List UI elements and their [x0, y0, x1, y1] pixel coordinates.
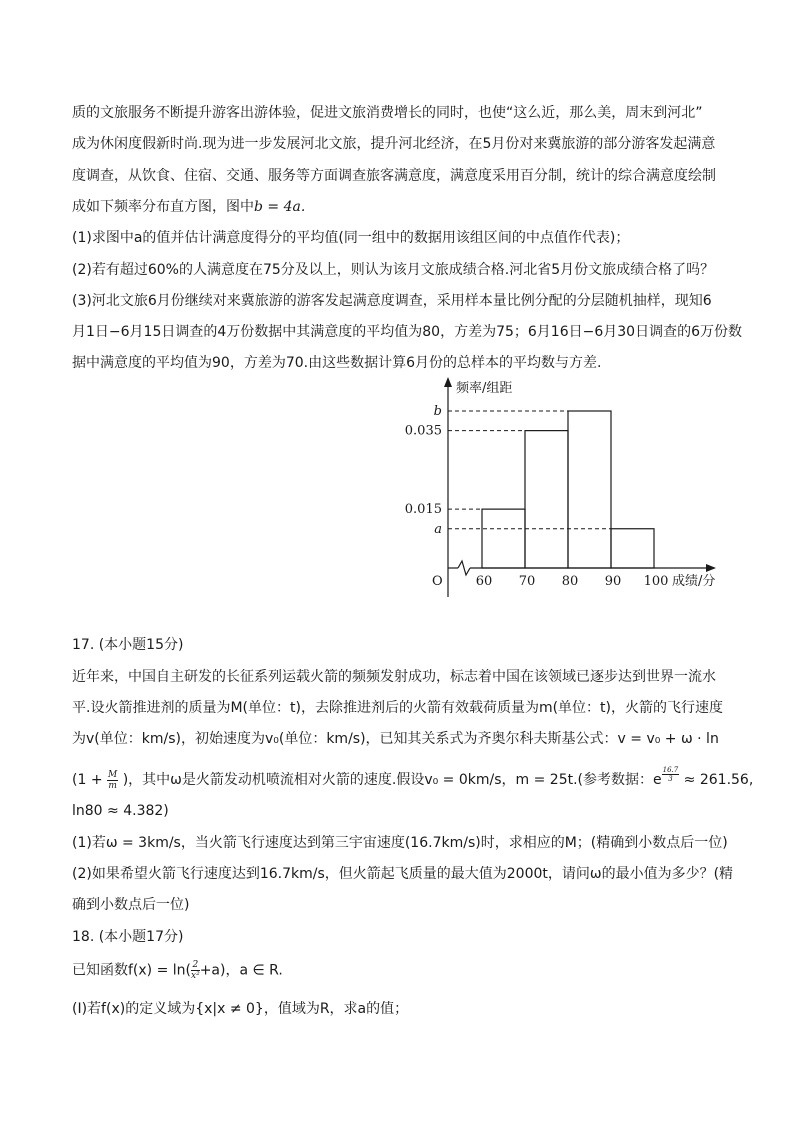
p17-question-2-line-1: (2)如果希望火箭飞行速度达到16.7km/s，但火箭起飞质量的最大值为2000t，请问ω的最小值为多少？(精	[72, 866, 734, 882]
p16-question-3-line-1: (3)河北文旅6月份继续对来冀旅游的游客发起满意度调查，采用样本量比例分配的分层随机抽样，现知6	[72, 293, 712, 309]
p17-header: 17. (本小题15分)	[72, 637, 184, 653]
fraction-numerator: 2	[192, 960, 199, 970]
p16-formula: b = 4a.	[254, 199, 306, 215]
x-axis-label: 成绩/分	[672, 574, 716, 589]
p17-line-5: ln80 ≈ 4.382)	[72, 803, 169, 819]
y-tick-label: b	[433, 404, 442, 419]
x-tick-label: 100	[643, 574, 669, 589]
histogram-bar	[482, 509, 525, 568]
histogram-bar	[525, 431, 568, 568]
y-axis-arrow	[444, 377, 452, 387]
p18-line-1	[72, 960, 732, 981]
p17-approx-value: ≈ 261.56,	[683, 772, 754, 788]
x-tick-label: 80	[561, 574, 579, 589]
p16-intro-line-3: 度调查，从饮食、住宿、交通、服务等方面调查旅客满意度，满意度采用百分制，统计的综合满意度绘制	[72, 168, 716, 184]
frequency-histogram	[404, 375, 730, 605]
p18-header: 18. (本小题17分)	[72, 929, 184, 945]
fraction-denominator: x²	[191, 971, 200, 981]
p17-formula-close: )，其中ω是火箭发动机喷流相对火箭的速度.假设v₀ = 0km/s，m = 25t.(参考数据：e	[122, 772, 662, 788]
p16-intro-text: 成如下频率分布直方图，图中	[72, 199, 254, 215]
y-tick-label: a	[434, 521, 442, 537]
p16-intro-line-2: 成为休闲度假新时尚.现为进一步发展河北文旅，提升河北经济，在5月份对来冀旅游的部分游客发起满意	[72, 136, 716, 152]
p16-question-2: (2)若有超过60%的人满意度在75分及以上，则认为该月文旅成绩合格.河北省5月份文旅成绩合格了吗？	[72, 262, 715, 278]
p16-intro-line-1: 质的文旅服务不断提升游客出游体验，促进文旅消费增长的同时，也使“这么近，那么美，周末到河北”	[72, 105, 703, 121]
p17-line-3: 为v(单位：km/s)，初始速度为v₀(单位：km/s)，已知其关系式为齐奥尔科夫斯基公式：v = v₀ + ω · ln	[72, 731, 719, 747]
p17-question-1: (1)若ω = 3km/s，当火箭飞行速度达到第三宇宙速度(16.7km/s)时，求相应的M；(精确到小数点后一位)	[72, 835, 728, 851]
y-axis-label: 频率/组距	[456, 381, 513, 396]
p18-question-1: (Ⅰ)若f(x)的定义域为{x|x ≠ 0}，值域为R，求a的值；	[72, 1001, 409, 1017]
exponent-numerator: 16.7	[662, 765, 679, 774]
p17-formula-open: (1 +	[72, 772, 103, 788]
p16-intro-line-4	[72, 197, 732, 217]
histogram-bar	[611, 529, 654, 568]
fraction-denominator: m	[108, 780, 117, 791]
fraction-numerator: M	[108, 769, 118, 780]
p17-fraction-M-over-m	[107, 770, 118, 791]
p18-fraction	[191, 960, 200, 981]
p17-line-1: 近年来，中国自主研发的长征系列运载火箭的频频发射成功，标志着中国在该领域已逐步达到世界一流水	[72, 669, 716, 685]
axis-break-icon	[458, 561, 470, 575]
p18-function-close: +a)，a ∈ R.	[199, 962, 283, 979]
x-tick-label: 60	[475, 574, 493, 589]
p17-question-2-line-2: 确到小数点后一位)	[72, 897, 190, 913]
p17-line-4	[72, 764, 754, 791]
y-tick-label: 0.035	[404, 423, 442, 439]
p16-question-1: (1)求图中a的值并估计满意度得分的平均值(同一组中的数据用该组区间的中点值作代表)；	[72, 230, 630, 246]
p18-function-open: 已知函数f(x) = ln(	[72, 962, 191, 979]
y-tick-label: 0.015	[404, 502, 442, 518]
histogram-bar	[568, 411, 611, 568]
p16-question-3-line-3: 据中满意度的平均值为90，方差为70.由这些数据计算6月份的总样本的平均数与方差.	[72, 355, 602, 371]
x-tick-label: 70	[518, 574, 536, 589]
exponent-fraction	[662, 766, 680, 783]
x-tick-label: 90	[604, 574, 622, 589]
p17-exponent	[662, 765, 680, 783]
p16-question-3-line-2: 月1日−6月15日调查的4万份数据中其满意度的平均值为80，方差为75；6月16日−6月30日调查的6万份数	[72, 324, 742, 340]
exponent-denominator: 3	[668, 774, 673, 783]
origin-label: O	[432, 574, 443, 589]
p17-line-2: 平.设火箭推进剂的质量为M(单位：t)，去除推进剂后的火箭有效载荷质量为m(单位：t)，火箭的飞行速度	[72, 700, 723, 716]
x-axis-arrow	[706, 564, 716, 572]
